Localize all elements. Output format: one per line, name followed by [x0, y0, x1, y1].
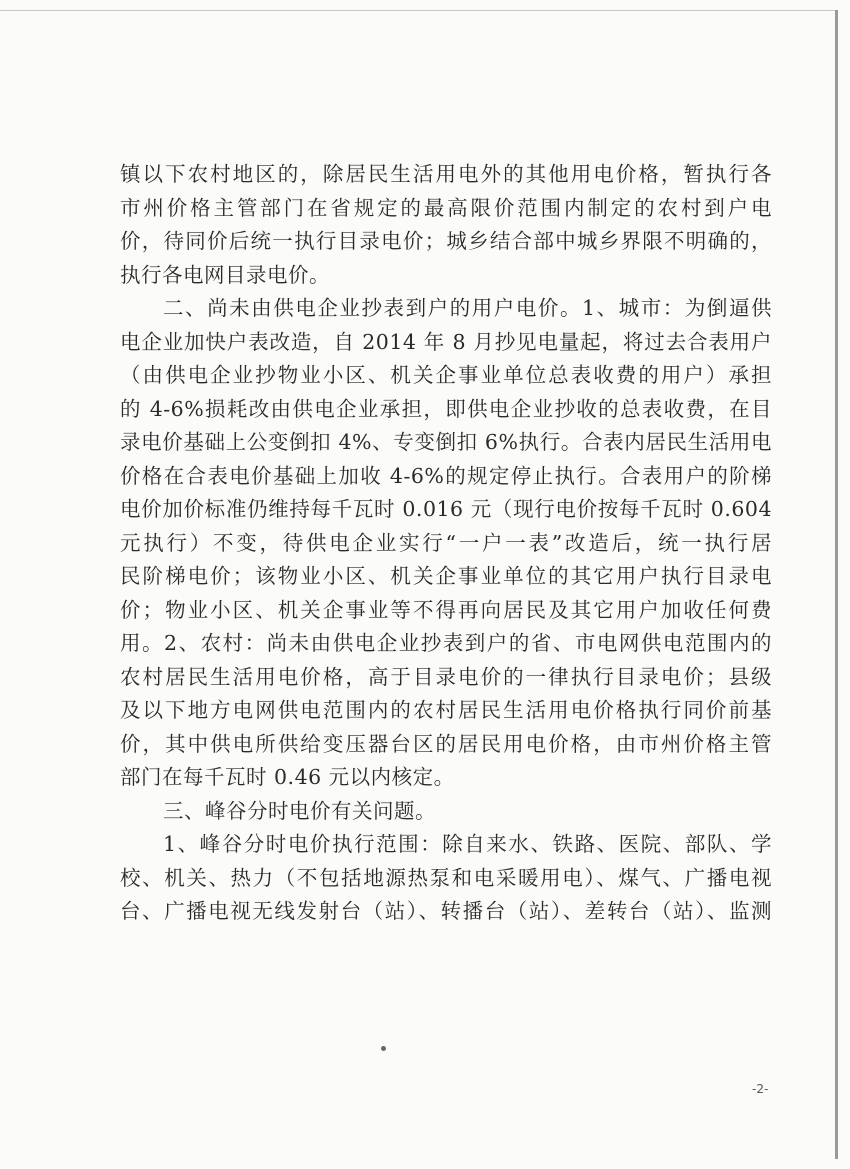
scan-edge-right [835, 10, 838, 1159]
text-line: （由供电企业抄物业小区、机关企事业单位总表收费的用户）承担 [120, 363, 772, 387]
text-line: 市州价格主管部门在省规定的最高限价范围内制定的农村到户电 [120, 195, 772, 220]
text-line: 价，其中供电所供给变压器台区的居民用电价格，由市州价格主管 [120, 731, 772, 756]
scan-edge-top [0, 10, 838, 11]
text-line: 录电价基础上公变倒扣 4%、专变倒扣 6%执行。合表内居民生活用电 [120, 430, 772, 454]
text-line: 校、机关、热力（不包括地源热泵和电采暖用电）、煤气、广播电视 [120, 865, 772, 890]
text-line: 执行各电网目录电价。 [120, 262, 330, 287]
text-line: 电企业加快户表改造，自 2014 年 8 月抄见电量起，将过去合表用户 [120, 329, 772, 354]
section-two-heading-line: 二、尚未由供电企业抄表到户的用户电价。1、城市：为倒逼供 [163, 296, 772, 320]
text-line: 农村居民生活用电价格，高于目录电价的一律执行目录电价；县级 [120, 664, 772, 689]
text-line: 元执行）不变，待供电企业实行“一户一表”改造后，统一执行居 [120, 530, 772, 555]
text-line: 部门在每千瓦时 0.46 元以内核定。 [120, 765, 455, 789]
text-line: 用。2、农村：尚未由供电企业抄表到户的省、市电网供电范围内的 [120, 631, 772, 655]
text-line: 价格在合表电价基础上加收 4-6%的规定停止执行。合表用户的阶梯 [120, 463, 772, 488]
text-line: 镇以下农村地区的，除居民生活用电外的其他用电价格，暂执行各 [120, 162, 772, 186]
text-line: 1、峰谷分时电价执行范围：除自来水、铁路、医院、部队、学 [163, 832, 772, 856]
text-line: 价；物业小区、机关企事业等不得再向居民及其它用户加收任何费 [120, 597, 772, 622]
page-number: -2- [752, 1082, 769, 1096]
section-three-heading: 三、峰谷分时电价有关问题。 [163, 798, 436, 823]
text-line: 台、广播电视无线发射台（站）、转播台（站）、差转台（站）、监测 [120, 899, 772, 923]
text-line: 民阶梯电价；该物业小区、机关企事业单位的其它用户执行目录电 [120, 564, 772, 588]
ink-dot [381, 1046, 386, 1051]
text-line: 的 4-6%损耗改由供电企业承担，即供电企业抄收的总表收费，在目 [120, 396, 772, 421]
body-text [120, 158, 772, 929]
text-line: 及以下地方电网供电范围内的农村居民生活用电价格执行同价前基 [120, 698, 772, 722]
text-line: 电价加价标准仍维持每千瓦时 0.016 元（现行电价按每千瓦时 0.604 [120, 497, 772, 521]
text-line: 价，待同价后统一执行目录电价；城乡结合部中城乡界限不明确的， [120, 229, 772, 253]
